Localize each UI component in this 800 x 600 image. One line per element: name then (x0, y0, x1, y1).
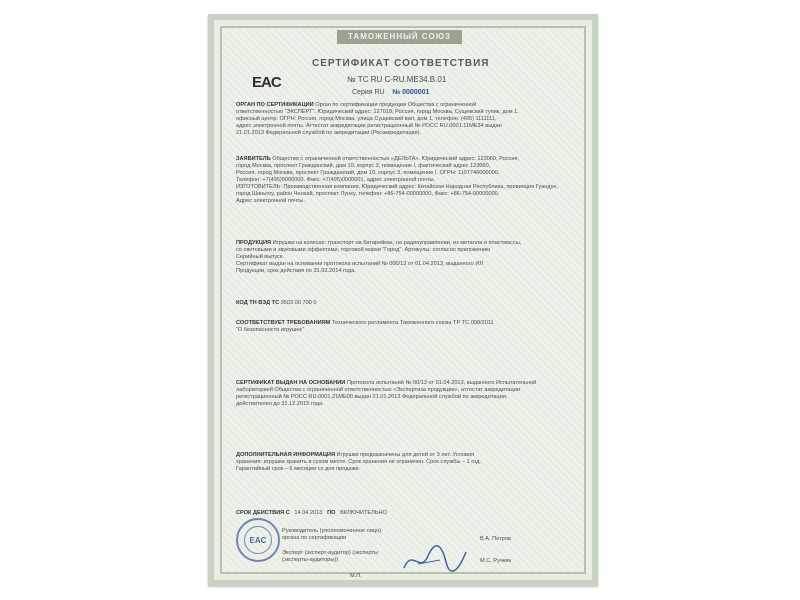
section-text: Орган по сертификации продукции Общества с ограниченной (315, 102, 477, 108)
section-line (236, 130, 578, 137)
section-line (236, 261, 578, 268)
section-text: Технического регламента Таможенного союза ТР ТС 008/2011 (331, 320, 494, 326)
stamp-mark: М.П. (350, 573, 362, 579)
section-label: ДОПОЛНИТЕЛЬНАЯ ИНФОРМАЦИЯ (236, 452, 335, 458)
section-text: действителен до 31.12.2015 года. (236, 401, 324, 407)
section-text: 9503 00 700 0 (280, 300, 317, 306)
section-line (236, 170, 578, 177)
validity-from: 14.04.2013 (294, 510, 323, 516)
section-line (236, 254, 578, 261)
series-line (352, 89, 429, 96)
certificate-title: СЕРТИФИКАТ СООТВЕТСТВИЯ (312, 58, 490, 69)
section-first-line (236, 380, 578, 387)
section-label: КОД ТН ВЭД ТС (236, 300, 280, 306)
signature-mark (400, 538, 470, 578)
section-line (236, 116, 578, 123)
section-line (236, 123, 578, 130)
section-line (236, 191, 578, 198)
section-label: СООТВЕТСТВУЕТ ТРЕБОВАНИЯМ (236, 320, 331, 326)
section-text: со световыми и звуковыми эффектами, торговой марки "Город". Артикулы: согласно приложению (236, 247, 491, 253)
section-text: лабораторией Общества с ограниченной ответственностью «Экспертиза продукции», аттестат аккредитации (236, 387, 520, 393)
section-text: "О безопасности игрушек" (236, 327, 304, 333)
seal-text: EAC (244, 526, 272, 554)
validity-to-label: ПО (327, 510, 336, 516)
section-label: ЗАЯВИТЕЛЬ (236, 156, 271, 162)
section-text: регистрационный № РОСС RU.0001.21МЕ00 выдан 21.01.2013 Федеральной службой по аккредитации, (236, 394, 508, 400)
section-line (236, 466, 578, 473)
section-text: Серийный выпуск. (236, 254, 284, 260)
section-line (236, 163, 578, 170)
head-signature-label: Руководитель (уполномоченное лицо) органа по сертификации (282, 528, 382, 541)
section-label: ПРОДУКЦИЯ (236, 240, 272, 246)
section-first-line (236, 102, 578, 109)
section-first-line (236, 452, 578, 459)
section-text: Продукции, срок действия по 31.03.2014 года. (236, 268, 356, 274)
section-line (236, 268, 578, 275)
section-first-line (236, 240, 578, 247)
section-text: Общество с ограниченной ответственностью «ДЕЛЬТА». Юридический адрес: 123060, Россия, (272, 156, 520, 162)
section-line (236, 198, 578, 205)
header-plate: ТАМОЖЕННЫЙ СОЮЗ (337, 30, 462, 44)
section-text: офисный центр. ОГРН: Россия, город Москва, улица Сущевский вал, дом 1, телефон: (495) 1111111, (236, 116, 497, 122)
section-first-line (236, 156, 578, 163)
section-text: город Шаньтоу, район Ченхай, проспект Лунху, телефон: +86-754-00000000, Факс: +86-754-00000000. (236, 191, 500, 197)
section-line (236, 109, 578, 116)
certificate-document (208, 14, 598, 586)
section-text: ИЗГОТОВИТЕЛЬ: Производственная компания, Юридический адрес: Китайская Народная Республика, провинция Гуандун, (236, 184, 559, 190)
section-text: Протокола испытаний № 00/13 от 01.04.2013, выданного Испытательной (346, 380, 537, 386)
series-number: № 0000001 (392, 89, 430, 96)
section-line (236, 184, 578, 191)
section-label: СЕРТИФИКАТ ВЫДАН НА ОСНОВАНИИ (236, 380, 346, 386)
eac-logo: EAC (252, 74, 281, 91)
section-line (236, 394, 578, 401)
section-text: Сертификат выдан на основании протокола испытаний № 000/13 от 01.04.2013, выданного ИЛ (236, 261, 484, 267)
section-text: город Москва, проспект Гражданский, дом 10, корпус 3, помещение I, фактический адрес 123060, (236, 163, 491, 169)
section-first-line (236, 320, 578, 327)
section-first-line (236, 300, 578, 307)
section-label: ОРГАН ПО СЕРТИФИКАЦИИ (236, 102, 314, 108)
section-text: Адрес электронной почты. (236, 198, 306, 204)
certificate-number: № ТС RU C-RU.МЕ34.В.01 (347, 75, 447, 84)
section-text: 21.01.2013 Федеральной службой по аккредитации (Росаккредитация). (236, 130, 422, 136)
section-text: Телефон: +7(495)0000000. Факс: +7(495)0000001, адрес электронной почты. (236, 177, 436, 183)
validity-to: ВКЛЮЧИТЕЛЬНО (340, 510, 387, 516)
head-name: В.А. Петров (480, 536, 511, 542)
expert-name: М.С. Ручкин (480, 558, 512, 564)
validity-line (236, 510, 387, 517)
section-text: Игрушки предназначены для детей от 3 лет. Условия (336, 452, 475, 458)
section-line (236, 247, 578, 254)
eac-seal (236, 518, 280, 562)
section-text: Игрушки на колесах: транспорт на батарейках, на радиоуправлении, из металла и пластмассы, (272, 240, 522, 246)
section-text: ответственностью "ЭКСПЕРТ". Юридический адрес: 127018, Россия, город Москва, Сущевский тупик, дом 1, (236, 109, 519, 115)
section-text: Россия, город Москва, проспект Гражданский, дом 10, корпус 3, помещение I. ОГРН: 1107746000000. (236, 170, 500, 176)
series-label: Серия RU (352, 89, 385, 96)
section-line (236, 459, 578, 466)
section-text: хранения: игрушки хранить в сухом месте. Срок хранения не ограничен. Срок службы – 1 год. (236, 459, 481, 465)
certificate-frame (220, 26, 586, 579)
section-text: адрес электронной почты. Аттестат аккредитации регистрационный № РОСС RU.0001.11МЕ34 выдан (236, 123, 502, 129)
section-line (236, 177, 578, 184)
section-line (236, 327, 578, 334)
section-line (236, 387, 578, 394)
section-text: Гарантийный срок – 6 месяцев со дня продажи. (236, 466, 361, 472)
section-line (236, 401, 578, 408)
expert-signature-label: Эксперт (эксперт-аудитор) (эксперты (эксперты-аудиторы)) (282, 550, 379, 563)
validity-label: СРОК ДЕЙСТВИЯ С (236, 510, 290, 516)
